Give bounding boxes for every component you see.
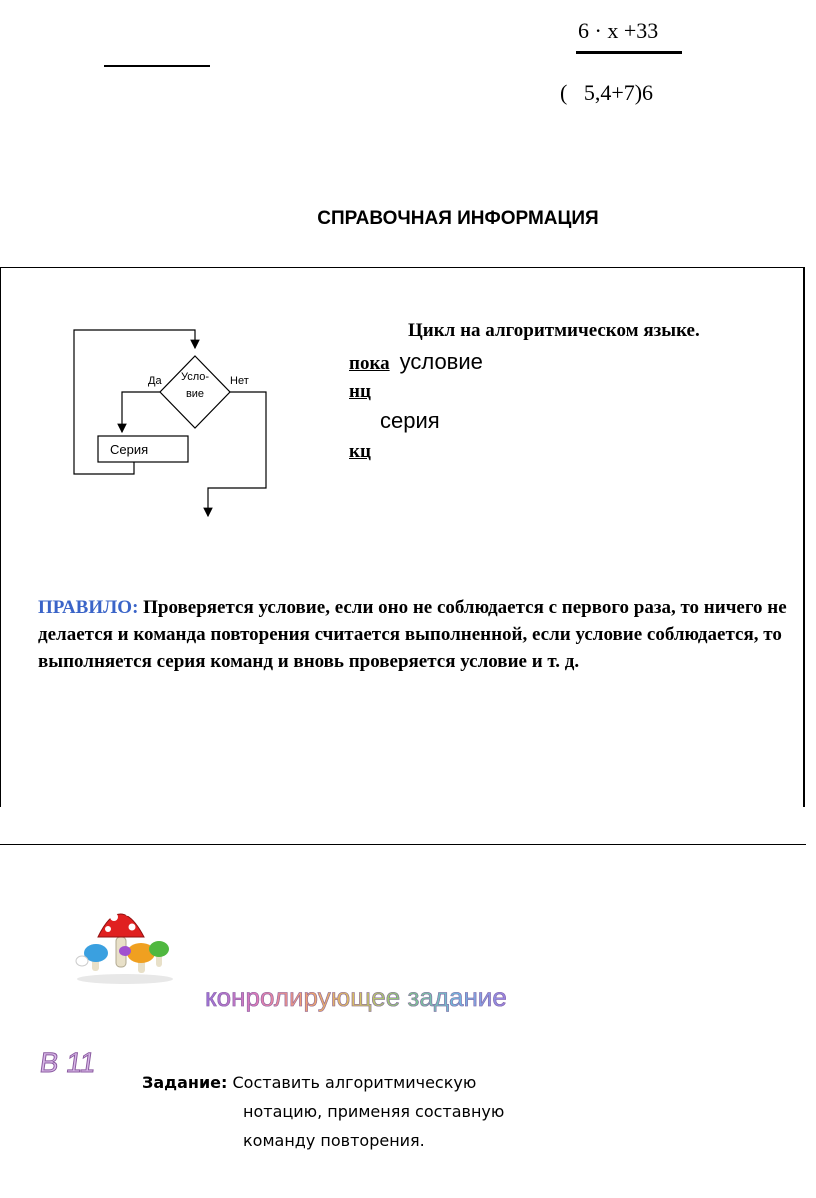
condition-label-2: вие [185, 388, 205, 400]
section-title: СПРАВОЧНАЯ ИНФОРМАЦИЯ [317, 208, 599, 229]
formula-denominator: ( 5,4+7)6 [560, 80, 654, 105]
blank-line [104, 65, 210, 67]
condition-label-1: Усло- [180, 371, 210, 383]
yes-arrow [122, 392, 160, 432]
task-block [142, 1068, 504, 1155]
rule-label: ПРАВИЛО: [38, 597, 139, 618]
no-label: Нет [230, 375, 249, 387]
task-label: Задание: [142, 1073, 228, 1092]
wordart-variant: В 11 [37, 1047, 98, 1078]
keyword-begin: нц [349, 381, 371, 402]
formula-numerator: 6 · x +33 [578, 18, 659, 43]
task-line-3: команду повторения. [243, 1131, 425, 1150]
rule-paragraph [38, 594, 808, 675]
cycle-title: Цикл на алгоритмическом языке. [408, 320, 700, 341]
cycle-body: серия [380, 408, 440, 433]
cycle-line-while [349, 349, 483, 375]
fraction-bar [576, 51, 682, 54]
rule-text: Проверяется условие, если оно не соблюдается с первого раза, то ничего не делается и команда повторения считается выполненной, если условие соблюдается, то выполняется серия команд и вновь проверяется условие и т. д. [38, 597, 787, 672]
mushroom-icon [70, 895, 180, 985]
task-line-2: нотацию, применяя составную [243, 1102, 505, 1121]
series-label: Серия [110, 442, 149, 457]
cycle-condition: условие [399, 349, 483, 374]
divider-line [0, 844, 806, 845]
flowchart-diagram [62, 322, 282, 522]
no-arrow [208, 392, 266, 516]
keyword-end: кц [349, 441, 371, 462]
keyword-while: пока [349, 353, 390, 374]
yes-label: Да [148, 375, 162, 387]
task-line-1: Составить алгоритмическую [232, 1073, 477, 1092]
wordart-title: конролирующее задание [205, 982, 507, 1012]
